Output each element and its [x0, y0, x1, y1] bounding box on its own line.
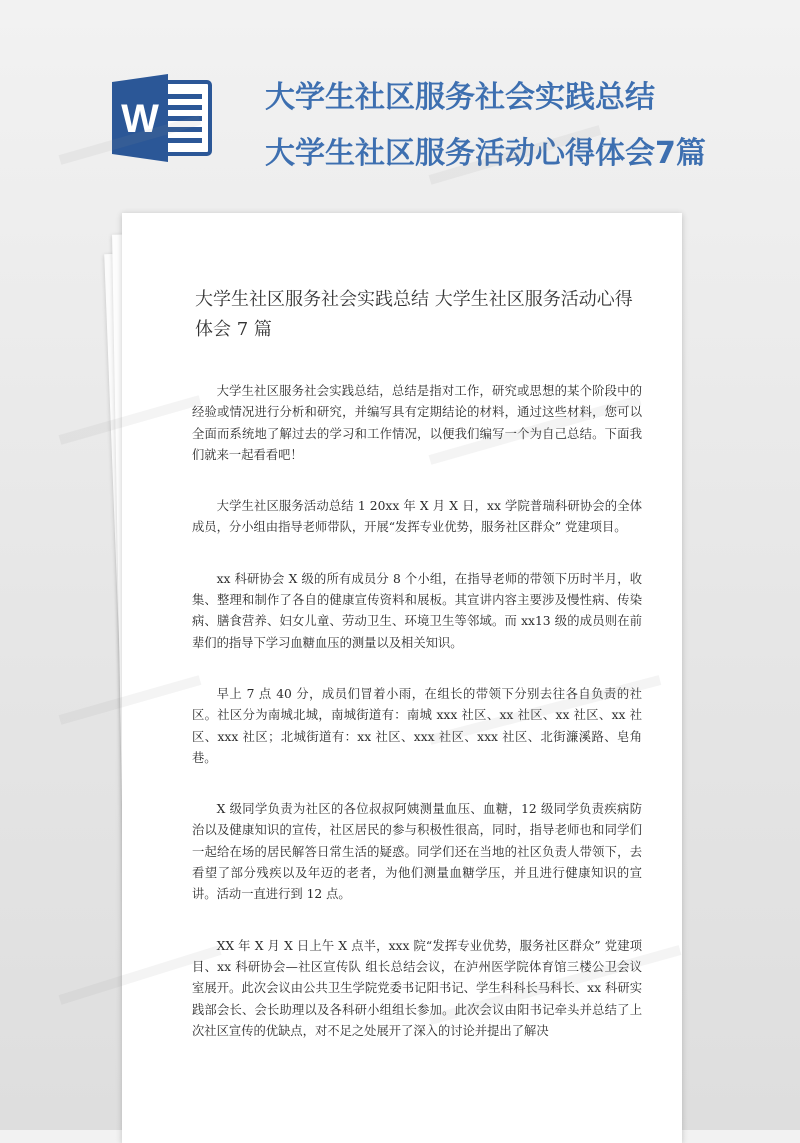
word-logo-letter: W [121, 97, 159, 141]
document-title: 大学生社区服务社会实践总结 大学生社区服务活动心得体会 7 篇 [195, 289, 633, 340]
paragraph: 大学生社区服务社会实践总结，总结是指对工作，研究或思想的某个阶段中的经验或情况进行分析和研究，并编写具有定期结论的材料，通过这些材料，您可以全面而系统地了解过去的学习和工作情况，以便我们编写一个为自己总结。下面我们就来一起看看吧！ [192, 384, 642, 462]
document-body [192, 381, 642, 1072]
paragraph: 大学生社区服务活动总结 1 20xx 年 X 月 X 日，xx 学院普瑞科研协会的全体成员，分小组由指导老师带队，开展“发挥专业优势，服务社区群众” 党建项目。 [192, 499, 642, 535]
word-document-icon [112, 74, 214, 162]
paragraph: XX 年 X 月 X 日上午 X 点半，xxx 院“发挥专业优势，服务社区群众” 党建项目、xx 科研协会—社区宣传队 组长总结会议，在泸州医学院体育馆三楼公卫会议室展开。此次会议由公共卫生学院党委书记阳书记、学生科科长马科长、xx 科研实践部会长、会长助理以及各科研小组组长参加。此次会议由阳书记牵头并总结了上次社区宣传的优缺点，对不足之处展开了深入的讨论并提出了解决 [192, 938, 642, 1038]
header-title-line-1: 大学生社区服务社会实践总结 [265, 80, 655, 115]
paragraph: 早上 7 点 40 分，成员们冒着小雨，在组长的带领下分别去往各自负责的社区。社区分为南城北城，南城街道有：南城 xxx 社区、xx 社区、xx 社区、xx 社区、xxx 社区；北城街道有：xx 社区、xxx 社区、xxx 社区、北街濂溪路、皂角巷。 [192, 686, 642, 765]
paragraph: X 级同学负责为社区的各位叔叔阿姨测量血压、血糖，12 级同学负责疾病防治以及健康知识的宣传，社区居民的参与积极性很高，同时，指导老师也和同学们一起给在场的居民解答日常生活的疑惑。同学们还在当地的社区负责人带领下，去看望了部分残疾以及年迈的老者，为他们测量血糖学压，并且进行健康知识的宣讲。活动一直进行到 12 点。 [192, 802, 642, 902]
paragraph: xx 科研协会 X 级的所有成员分 8 个小组，在指导老师的带领下历时半月，收集、整理和制作了各自的健康宣传资料和展板。其宣讲内容主要涉及慢性病、传染病、膳食营养、妇女儿童、劳动卫生、环境卫生等邻域。而 xx13 级的成员则在前辈们的指导下学习血糖血压的测量以及相关知识。 [192, 571, 642, 650]
header-title-line-2: 大学生社区服务活动心得体会7篇 [265, 136, 706, 171]
